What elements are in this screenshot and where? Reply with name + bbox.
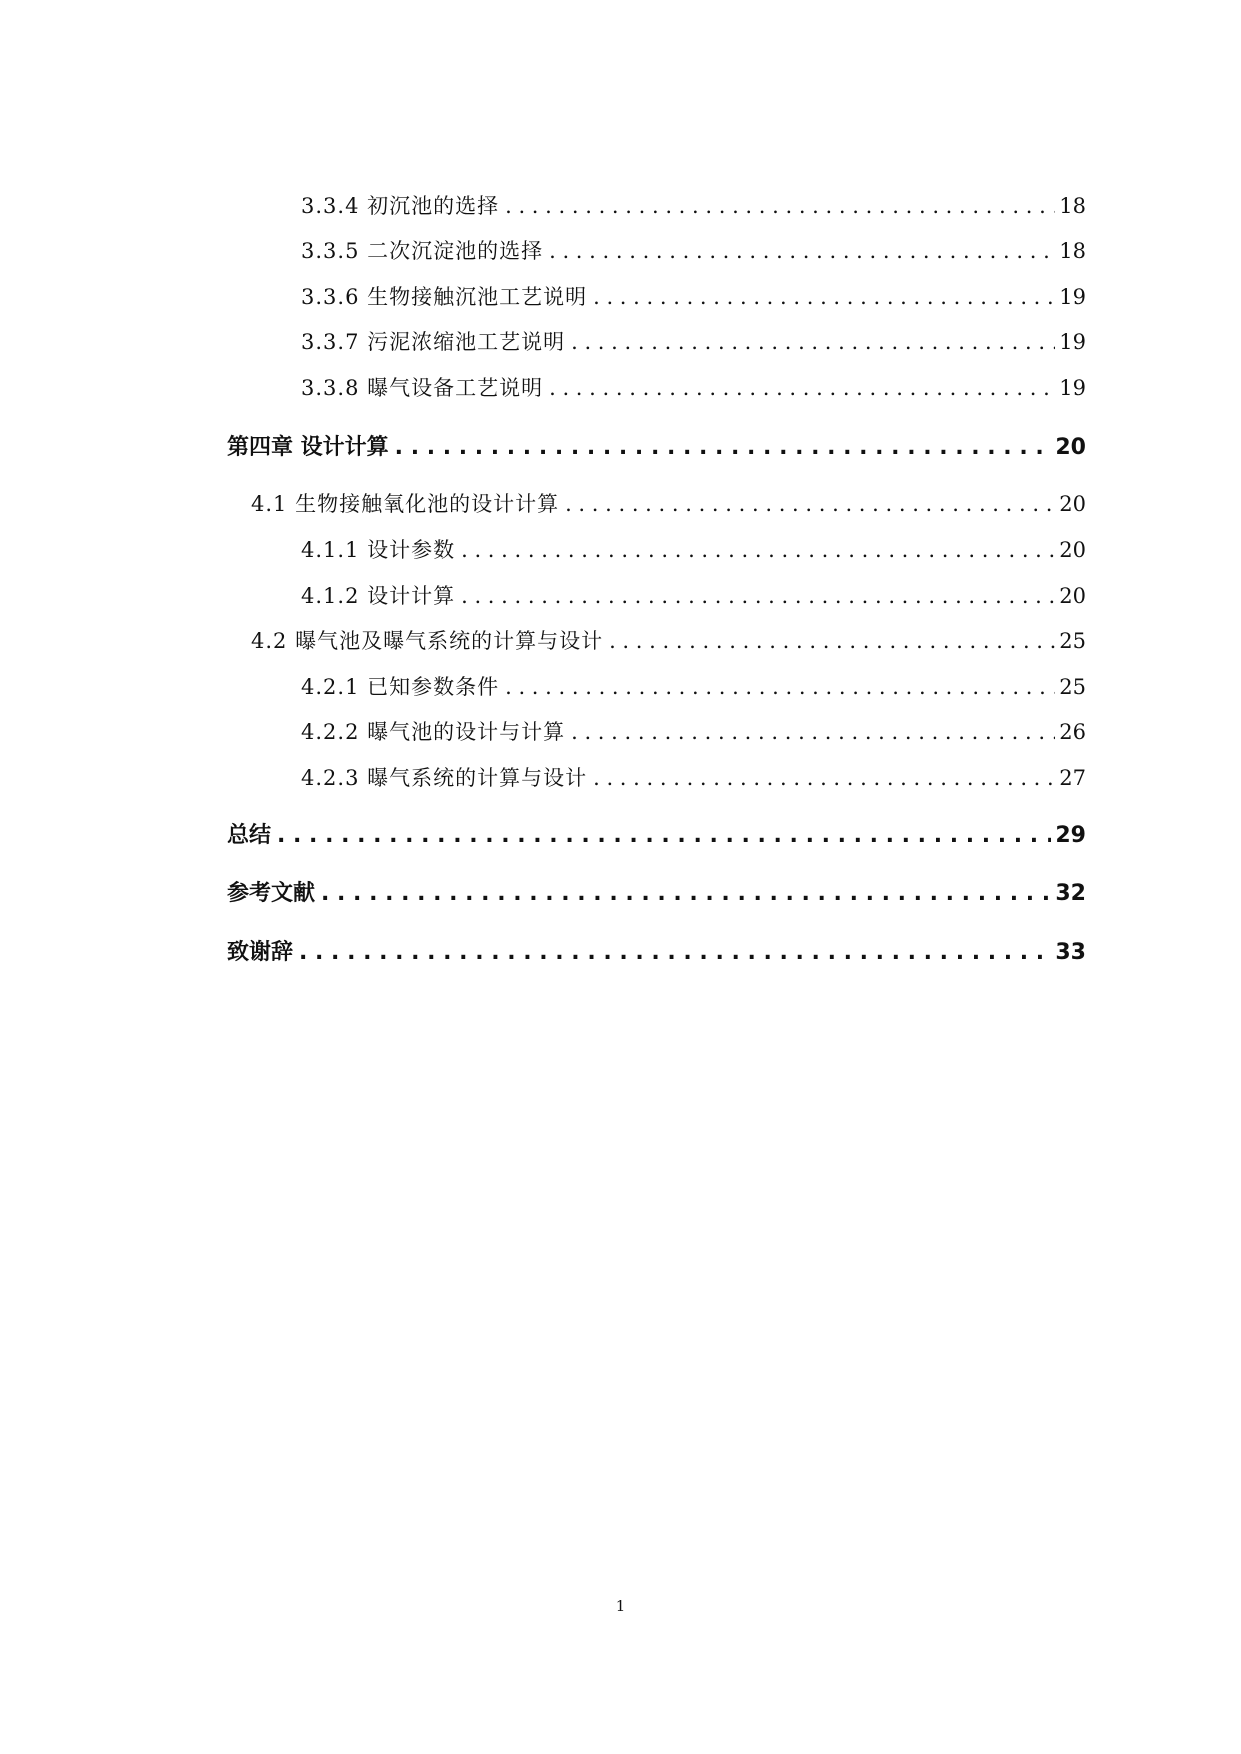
dot-leader — [593, 766, 1055, 790]
toc-entry[interactable] — [301, 716, 1086, 746]
toc-entry-page: 27 — [1059, 766, 1086, 790]
toc-entry-page: 32 — [1055, 881, 1086, 906]
toc-entry-page: 25 — [1059, 675, 1086, 699]
toc-entry-section[interactable] — [251, 488, 1086, 518]
toc-entry-page: 19 — [1059, 330, 1086, 354]
toc-entry-label: 4.1.2 设计计算 — [301, 584, 456, 608]
toc-entry-label: 总结 — [227, 823, 272, 848]
toc-entry-label: 4.2 曝气池及曝气系统的计算与设计 — [251, 629, 604, 653]
dot-leader — [565, 492, 1055, 516]
dot-leader — [321, 881, 1051, 906]
dot-leader — [571, 720, 1055, 744]
toc-entry-page: 29 — [1055, 823, 1086, 848]
toc-entry-page: 20 — [1055, 435, 1086, 460]
toc-entry-page: 20 — [1059, 492, 1086, 516]
toc-entry[interactable] — [301, 190, 1086, 220]
dot-leader — [277, 823, 1051, 848]
toc-entry-label: 4.2.2 曝气池的设计与计算 — [301, 720, 566, 744]
toc-entry-page: 18 — [1059, 194, 1086, 218]
toc-entry[interactable] — [301, 281, 1086, 311]
toc-entry-label: 3.3.5 二次沉淀池的选择 — [301, 239, 544, 263]
toc-entry-label: 3.3.4 初沉池的选择 — [301, 194, 500, 218]
dot-leader — [549, 376, 1055, 400]
dot-leader — [505, 675, 1055, 699]
toc-entry-label: 4.2.3 曝气系统的计算与设计 — [301, 766, 588, 790]
toc-entry-page: 33 — [1055, 940, 1086, 965]
toc-entry-chapter[interactable] — [227, 935, 1086, 966]
toc-entry[interactable] — [301, 671, 1086, 701]
dot-leader — [549, 239, 1055, 263]
toc-entry-page: 20 — [1059, 584, 1086, 608]
toc-entry-label: 3.3.8 曝气设备工艺说明 — [301, 376, 544, 400]
dot-leader — [299, 940, 1051, 965]
toc-entry[interactable] — [301, 534, 1086, 564]
toc-entry-page: 25 — [1059, 629, 1086, 653]
toc-entry-label: 参考文献 — [227, 881, 316, 906]
toc-entry-page: 20 — [1059, 538, 1086, 562]
toc-entry-page: 19 — [1059, 376, 1086, 400]
dot-leader — [461, 538, 1055, 562]
toc-entry-label: 3.3.7 污泥浓缩池工艺说明 — [301, 330, 566, 354]
toc-entry[interactable] — [301, 326, 1086, 356]
toc-entry-chapter[interactable] — [227, 818, 1086, 849]
toc-entry-page: 19 — [1059, 285, 1086, 309]
toc-entry-label: 致谢辞 — [227, 940, 294, 965]
toc-entry-chapter[interactable] — [227, 430, 1086, 461]
dot-leader — [505, 194, 1055, 218]
toc-entry-label: 4.2.1 已知参数条件 — [301, 675, 500, 699]
toc-entry-page: 18 — [1059, 239, 1086, 263]
toc-entry[interactable] — [301, 372, 1086, 402]
toc-entry[interactable] — [301, 580, 1086, 610]
page-number: 1 — [615, 1597, 626, 1615]
toc-entry-page: 26 — [1059, 720, 1086, 744]
toc-entry[interactable] — [301, 235, 1086, 265]
dot-leader — [593, 285, 1055, 309]
toc-entry-chapter[interactable] — [227, 876, 1086, 907]
toc-entry-section[interactable] — [251, 625, 1086, 655]
dot-leader — [461, 584, 1055, 608]
dot-leader — [609, 629, 1055, 653]
dot-leader — [395, 435, 1052, 460]
toc-entry-label: 第四章 设计计算 — [227, 435, 389, 460]
toc-entry-label: 4.1.1 设计参数 — [301, 538, 456, 562]
toc-entry-label: 3.3.6 生物接触沉池工艺说明 — [301, 285, 588, 309]
toc-entry[interactable] — [301, 762, 1086, 792]
dot-leader — [571, 330, 1055, 354]
toc-entry-label: 4.1 生物接触氧化池的设计计算 — [251, 492, 560, 516]
